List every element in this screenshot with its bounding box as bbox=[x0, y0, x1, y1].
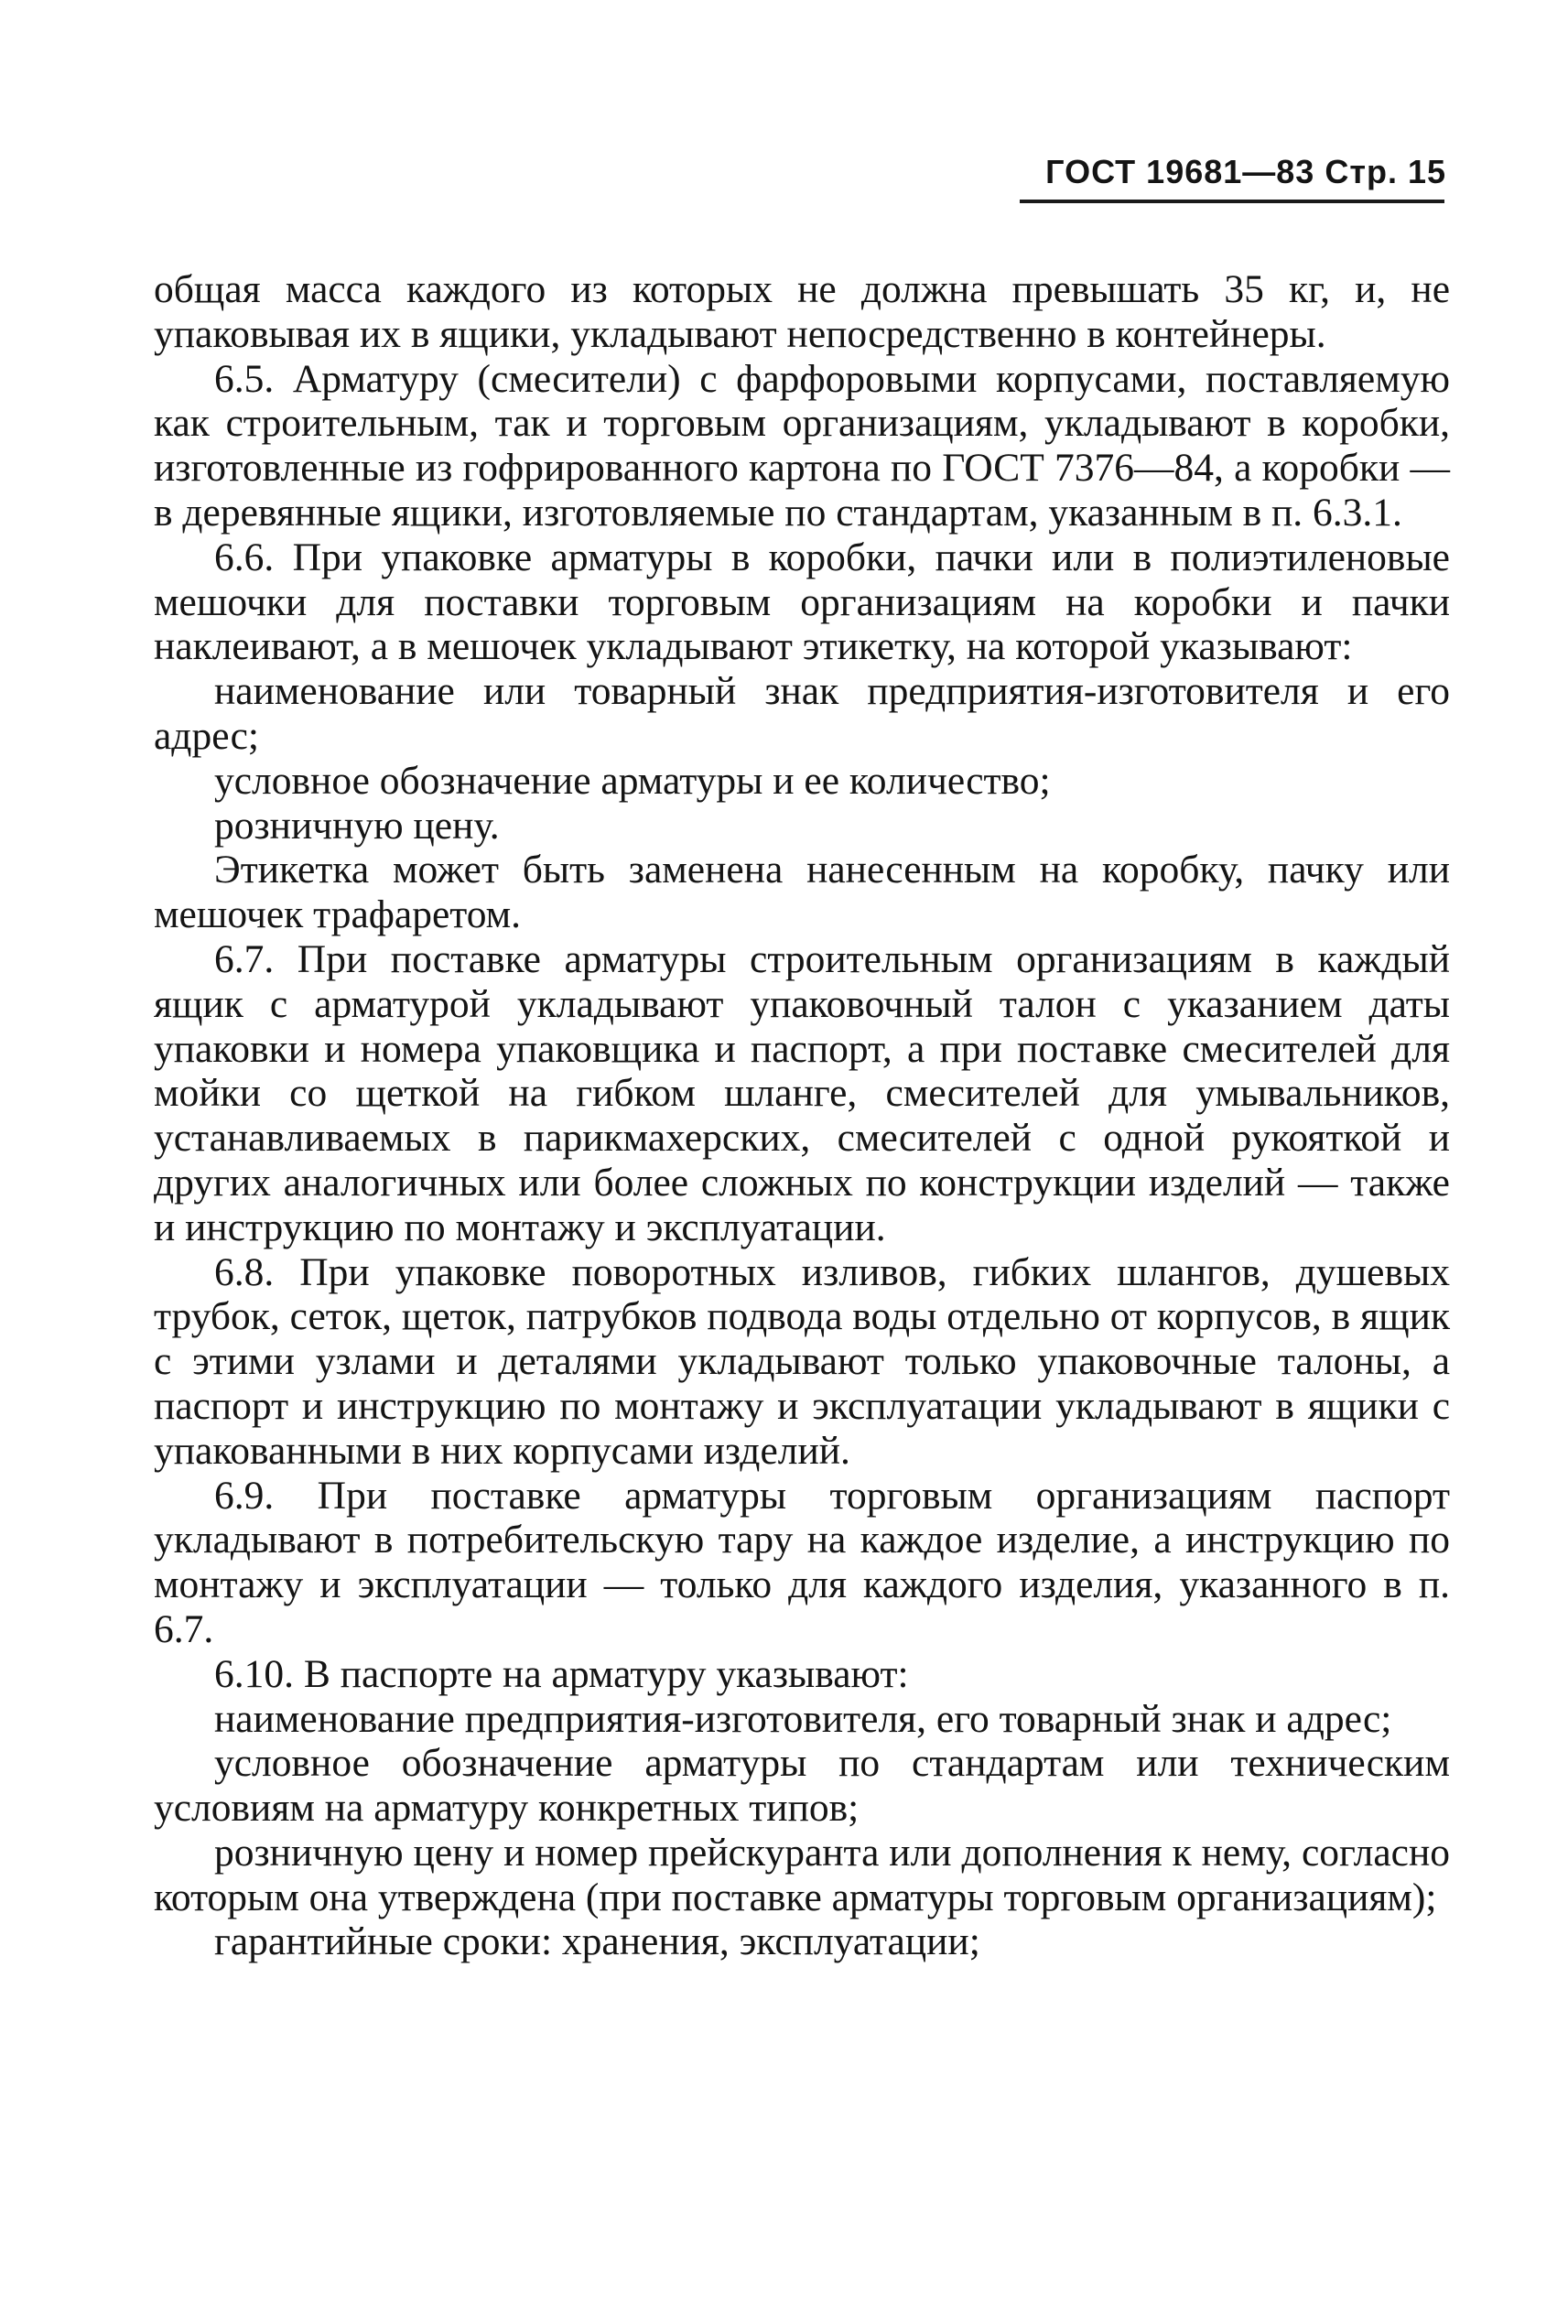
list-item: розничную цену. bbox=[214, 803, 500, 848]
paragraph-6-10: 6.10. В паспорте на арматуру указывают: bbox=[214, 1651, 909, 1696]
list-item: условное обозначение арматуры по стандартам или техническим условиям на арматуру конкретных типов; bbox=[154, 1741, 1450, 1831]
paragraph-6-9: 6.9. При поставке арматуры торговым организациям паспорт укладывают в потребительскую тару на каждое изделие, а инструкцию по монтажу и эксплуатации — только для каждого изделия, указанного в п. 6.7. bbox=[154, 1473, 1450, 1651]
list-item: наименование или товарный знак предприятия-изготовителя и его адрес; bbox=[154, 669, 1450, 758]
header-rule bbox=[1020, 200, 1444, 203]
paragraph-label-note: Этикетка может быть заменена нанесенным на коробку, пачку или мешочек трафаретом. bbox=[154, 848, 1450, 937]
list-item: гарантийные сроки: хранения, эксплуатации; bbox=[214, 1919, 980, 1964]
paragraph-6-8: 6.8. При упаковке поворотных изливов, гибких шлангов, душевых трубок, сеток, щеток, патрубков подвода воды отдельно от корпусов, в ящик с этими узлами и деталями укладывают только упаковочные талоны, а паспорт и инструкцию по монтажу и эксплуатации укладывают в ящики с упакованными в них корпусами изделий. bbox=[154, 1249, 1450, 1473]
paragraph-6-5: 6.5. Арматуру (смесители) с фарфоровыми корпусами, поставляемую как строительным, так и торговым организациям, укладывают в коробки, изготовленные из гофрированного картона по ГОСТ 7376—84, а коробки — в деревянные ящики, изготовляемые по стандартам, указанным в п. 6.3.1. bbox=[154, 356, 1450, 535]
list-item: розничную цену и номер прейскуранта или дополнения к нему, согласно которым она утверждена (при поставке арматуры торговым организациям); bbox=[154, 1830, 1450, 1919]
paragraph-6-7: 6.7. При поставке арматуры строительным организациям в каждый ящик с арматурой укладывают упаковочный талон с указанием даты упаковки и номера упаковщика и паспорт, а при поставке смесителей для мойки со щеткой на гибком шланге, смесителей для умывальников, устанавливаемых в парикмахерских, смесителей с одной рукояткой и других аналогичных или более сложных по конструкции изделий — также и инструкцию по монтажу и эксплуатации. bbox=[154, 936, 1450, 1249]
list-item: наименование предприятия-изготовителя, его товарный знак и адрес; bbox=[214, 1696, 1392, 1741]
document-body bbox=[154, 267, 1450, 1964]
paragraph-continuation: общая масса каждого из которых не должна превышать 35 кг, и, не упаковывая их в ящики, укладывают непосредственно в контейнеры. bbox=[154, 267, 1450, 356]
paragraph-6-6: 6.6. При упаковке арматуры в коробки, пачки или в полиэтиленовые мешочки для поставки торговым организациям на коробки и пачки наклеивают, а в мешочек укладывают этикетку, на которой указывают: bbox=[154, 535, 1450, 669]
page-header: ГОСТ 19681—83 Стр. 15 bbox=[1045, 153, 1446, 190]
list-item: условное обозначение арматуры и ее количество; bbox=[214, 758, 1051, 803]
